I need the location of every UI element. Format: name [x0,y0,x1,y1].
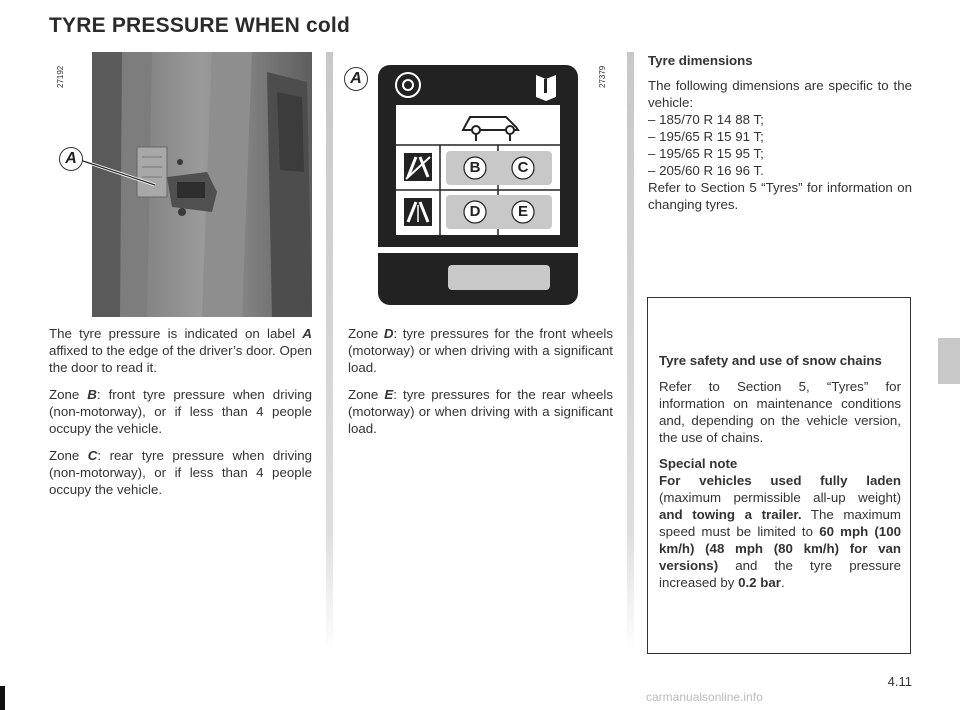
tyre-label-drawing [378,65,578,305]
list-item: – 205/60 R 16 96 T. [648,163,764,178]
zone-d-letter: D [469,203,481,220]
note-heading: Tyre safety and use of snow chains [659,353,882,368]
note-box [647,297,911,654]
page-title: TYRE PRESSURE WHEN cold [49,14,350,37]
zone-c-letter: C [517,159,529,176]
column-3-text [648,52,912,213]
paragraph: Refer to Section 5, “Tyres” for information on maintenance conditions and, depending on the vehicle version, the use of chains. [659,379,901,445]
column-1-text [49,325,312,508]
tyre-pressure-label-diagram [378,65,578,305]
chapter-tab [938,338,960,384]
page-number: 4.11 [887,674,912,689]
figure-ref-number: 27379 [598,65,607,88]
paragraph: Zone D: tyre pressures for the front wheels (motorway) or when driving with a significant load. [348,326,613,375]
paragraph: Zone C: rear tyre pressure when driving (non-motorway), or if less than 4 people occupy the vehicle. [49,448,312,497]
paragraph: Refer to Section 5 “Tyres” for information on changing tyres. [648,180,912,212]
list-item: – 185/70 R 14 88 T; [648,112,764,127]
column-2-text [348,325,613,447]
column-divider [627,52,634,652]
zone-e-letter: E [517,203,528,220]
zone-b-letter: B [469,159,481,176]
paragraph: Zone E: tyre pressures for the rear wheels (motorway) or when driving with a significant load. [348,387,613,436]
watermark: carmanualsonline.info [646,690,763,704]
callout-label-a: A [59,147,83,171]
list-item: – 195/65 R 15 95 T; [648,146,764,161]
figure-ref-number: 27192 [56,65,65,88]
column-divider [326,52,333,652]
corner-mark [0,686,5,710]
callout-label-a-diagram: A [344,67,368,91]
paragraph: The tyre pressure is indicated on label A affixed to the edge of the driver’s door. Open the door to read it. [49,326,312,375]
paragraph: The following dimensions are specific to the vehicle: [648,78,912,110]
paragraph: Zone B: front tyre pressure when driving (non-motorway), or if less than 4 people occupy the vehicle. [49,387,312,436]
section-heading: Tyre dimensions [648,53,753,68]
special-note: Special note For vehicles used fully laden (maximum permissible all-up weight) and towing a trailer. The maximum speed must be limited to 60 mph (100 km/h) (48 mph (80 km/h) for van versions) and the tyre pressure increased by 0.2 bar. [659,456,901,590]
list-item: – 195/65 R 15 91 T; [648,129,764,144]
